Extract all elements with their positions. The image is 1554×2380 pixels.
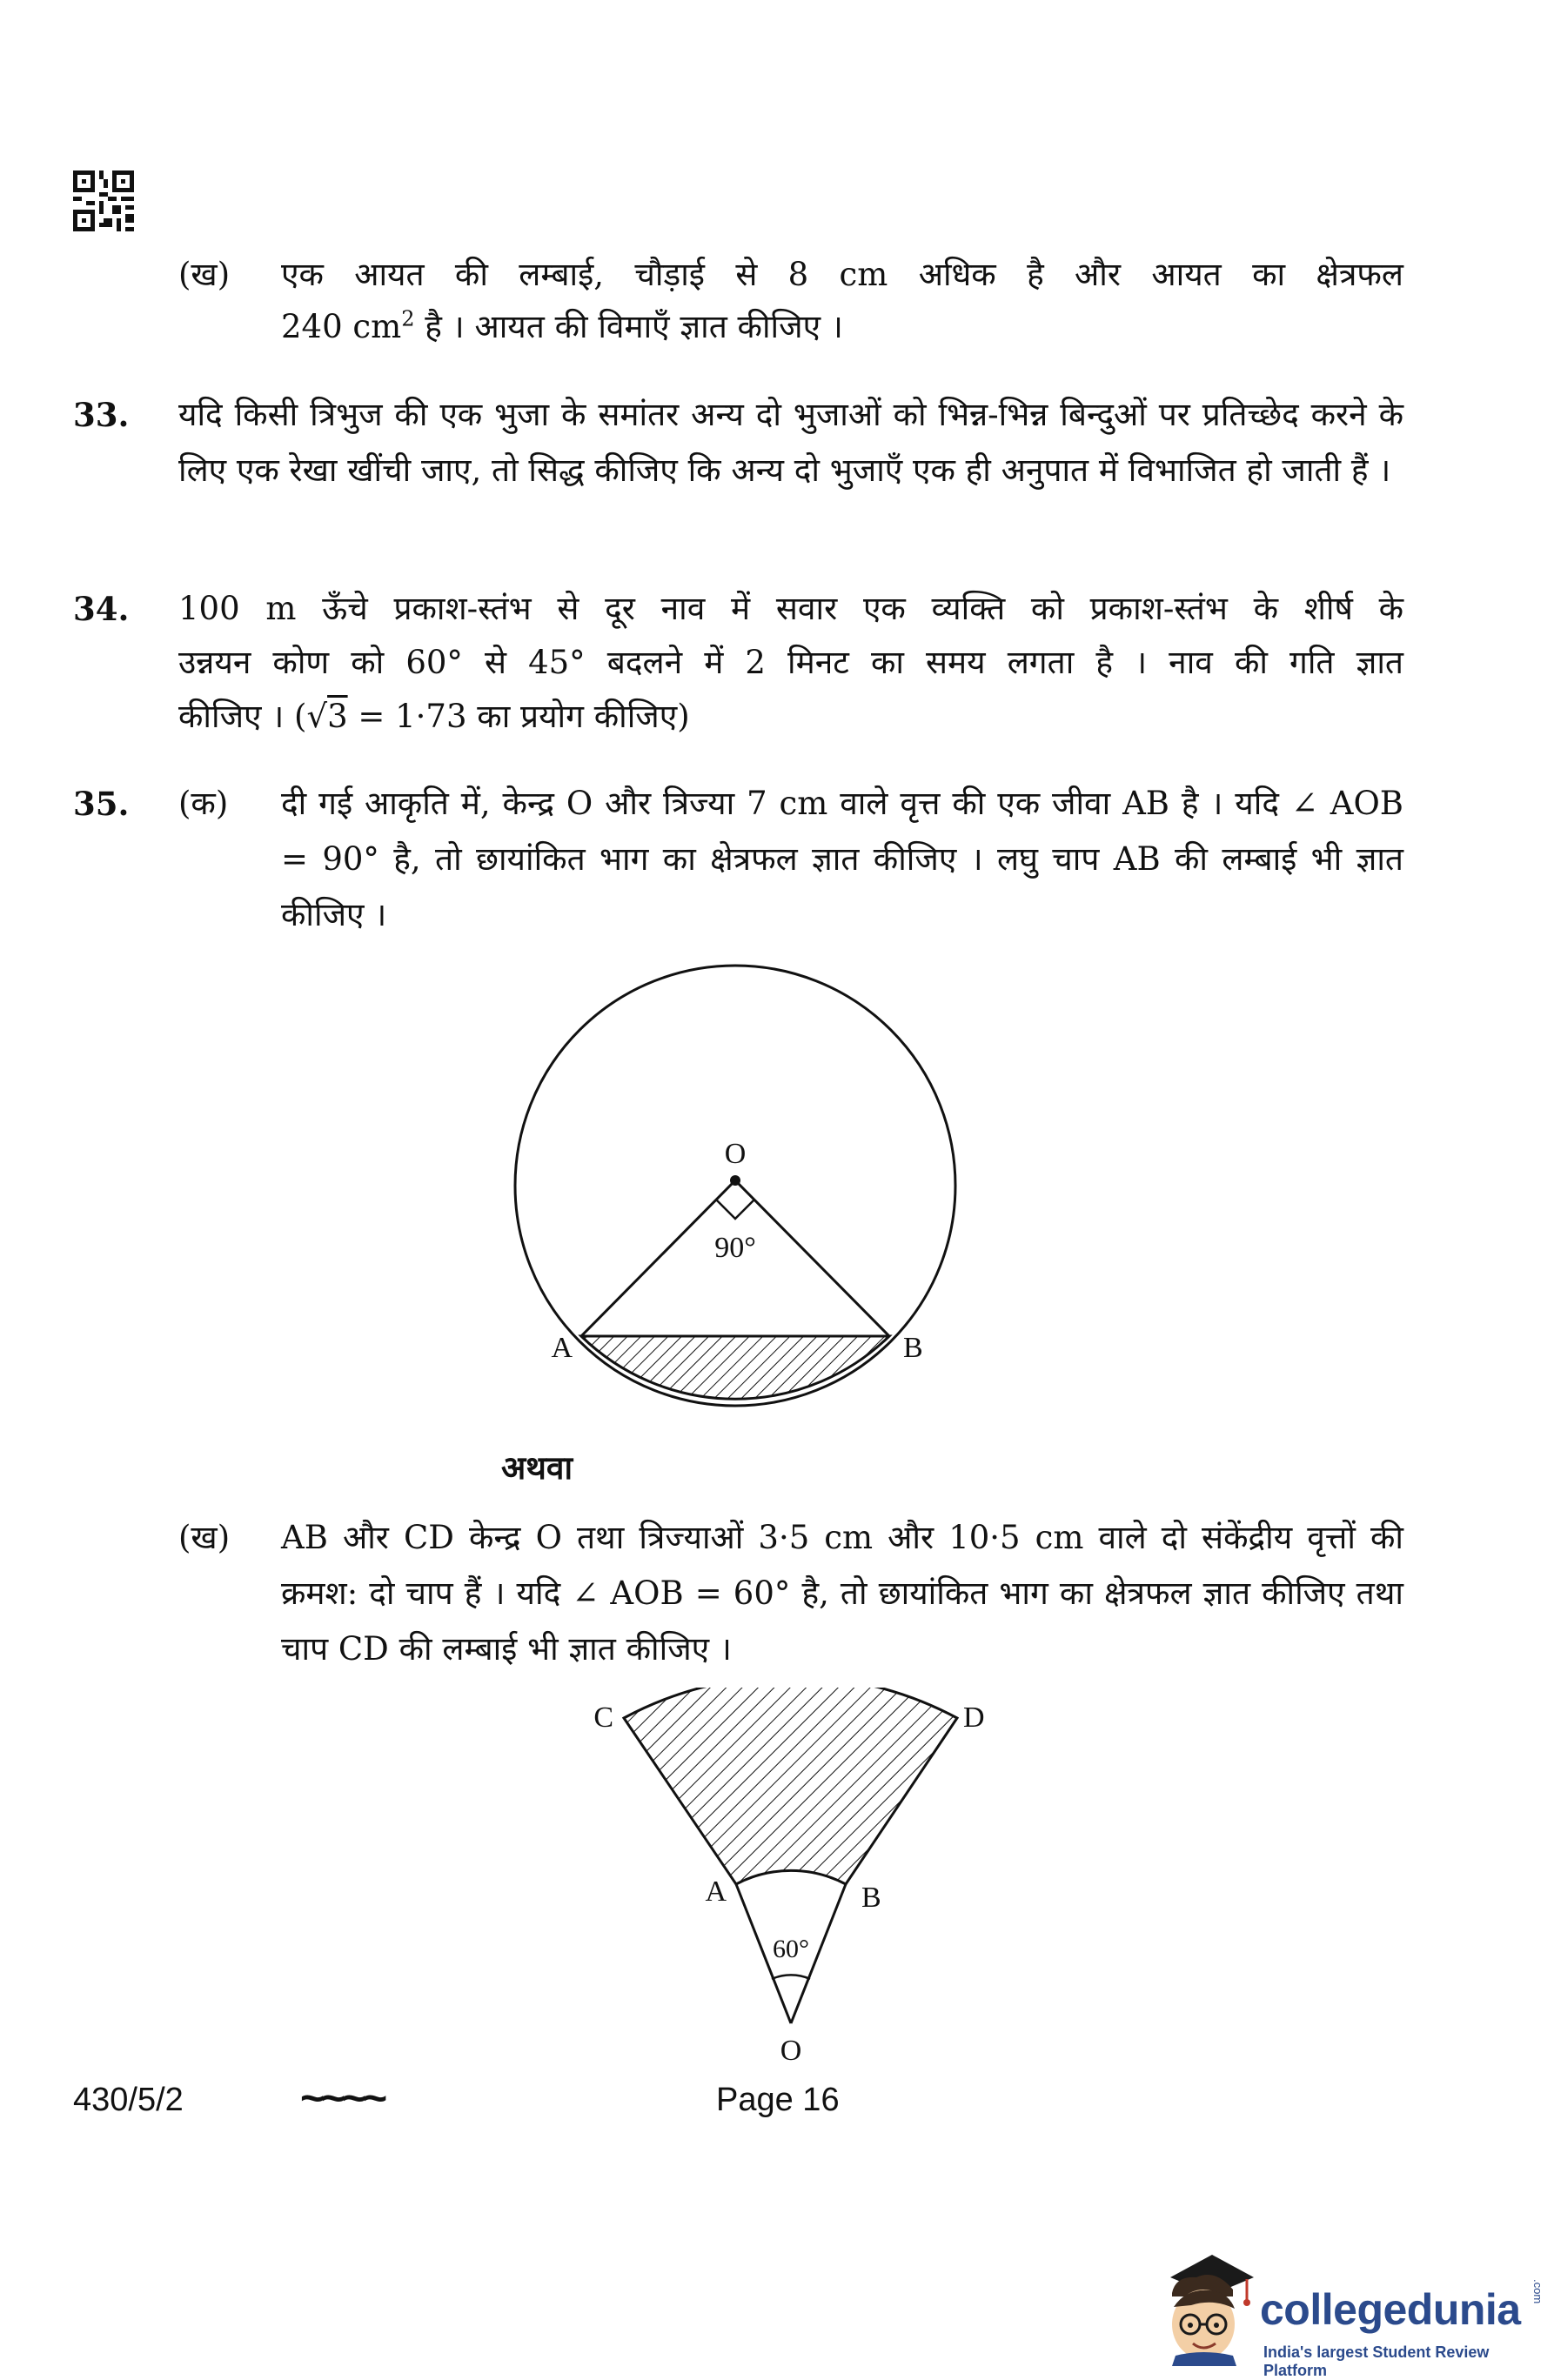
label-a2: A bbox=[705, 1875, 727, 1908]
label-c: C bbox=[593, 1701, 613, 1734]
label-b2: B bbox=[861, 1882, 881, 1914]
angle-label-60: 60° bbox=[773, 1935, 809, 1963]
label-b: B bbox=[903, 1332, 923, 1364]
brand-name: collegedunia bbox=[1260, 2285, 1521, 2334]
sqrt-symbol: √ bbox=[306, 698, 328, 735]
q34-line1: 100 m ऊँचे प्रकाश-स्तंभ से दूर नाव में सवार एक व्यक्ति को प्रकाश-स्तंभ के शीर्ष के bbox=[178, 590, 1403, 627]
shaded-region bbox=[624, 1688, 957, 1884]
q35b-text: AB और CD केन्द्र O तथा त्रिज्याओं 3·5 cm और 10·5 cm वाले दो संकेंद्रीय वृत्तों की क्रमश: दो चाप हैं । यदि ∠ AOB = 60° है, तो छायांकित भाग का क्षेत्रफल ज्ञात कीजिए तथा चाप CD की लम्बाई भी ज्ञात कीजिए । bbox=[281, 1519, 1403, 1668]
q35b-label: (ख) bbox=[178, 1519, 231, 1556]
q34-number: 34. bbox=[73, 590, 130, 628]
label-o: O bbox=[724, 1138, 747, 1170]
q34-line2: उन्नयन कोण को 60° से 45° बदलने में 2 मिनट का समय लगता है । नाव की गति ज्ञात bbox=[178, 644, 1403, 681]
right-angle-mark bbox=[716, 1200, 754, 1219]
brand-tagline: India's largest Student Review Platform bbox=[1263, 2343, 1490, 2379]
page-number: Page 16 bbox=[716, 2082, 840, 2118]
q35a-label: (क) bbox=[178, 785, 229, 822]
q32b-label: (ख) bbox=[178, 256, 231, 293]
qr-code-icon bbox=[73, 170, 134, 231]
label-a: A bbox=[551, 1332, 573, 1364]
q33-number: 33. bbox=[73, 396, 130, 434]
mascot-logo bbox=[1153, 2244, 1257, 2366]
shaded-segment bbox=[581, 1336, 889, 1399]
q35a-text: दी गई आकृति में, केन्द्र O और त्रिज्या 7 cm वाले वृत्त की एक जीवा AB है । यदि ∠ AOB = 90° है, तो छायांकित भाग का क्षेत्रफल ज्ञात कीजिए । लघु चाप AB की लम्बाई भी ज्ञात कीजिए । bbox=[281, 785, 1403, 933]
q33-text: यदि किसी त्रिभुज की एक भुजा के समांतर अन्य दो भुजाओं को भिन्न-भिन्न बिन्दुओं पर प्रतिच्छेद करने के लिए एक रेखा खींची जाए, तो सिद्ध कीजिए कि अन्य दो भुजाएँ एक ही अनुपात में विभाजित हो जाती हैं । bbox=[178, 396, 1403, 489]
label-d: D bbox=[963, 1701, 985, 1734]
q32b-line1: एक आयत की लम्बाई, चौड़ाई से 8 cm अधिक है और आयत का क्षेत्रफल bbox=[281, 256, 1403, 293]
q35-number: 35. bbox=[73, 785, 130, 823]
sector-figure bbox=[566, 1688, 1018, 2062]
circle-figure bbox=[487, 948, 975, 1427]
q34-line3: कीजिए । (√3 = 1·73 का प्रयोग कीजिए) bbox=[178, 698, 690, 735]
paper-code: 430/5/2 bbox=[73, 2082, 184, 2118]
wave-decoration: ~~~~ bbox=[300, 2076, 385, 2122]
angle-label-90: 90° bbox=[714, 1232, 756, 1264]
or-label: अथवा bbox=[501, 1448, 573, 1487]
q32b-line2: 240 $cm^2$ है । आयत की विमाएँ ज्ञात कीजिए । bbox=[281, 306, 843, 345]
center-point bbox=[730, 1175, 740, 1186]
angle-arc bbox=[772, 1975, 810, 1979]
label-o2: O bbox=[780, 2035, 802, 2062]
brand-dotcom: .com bbox=[1531, 2279, 1544, 2304]
